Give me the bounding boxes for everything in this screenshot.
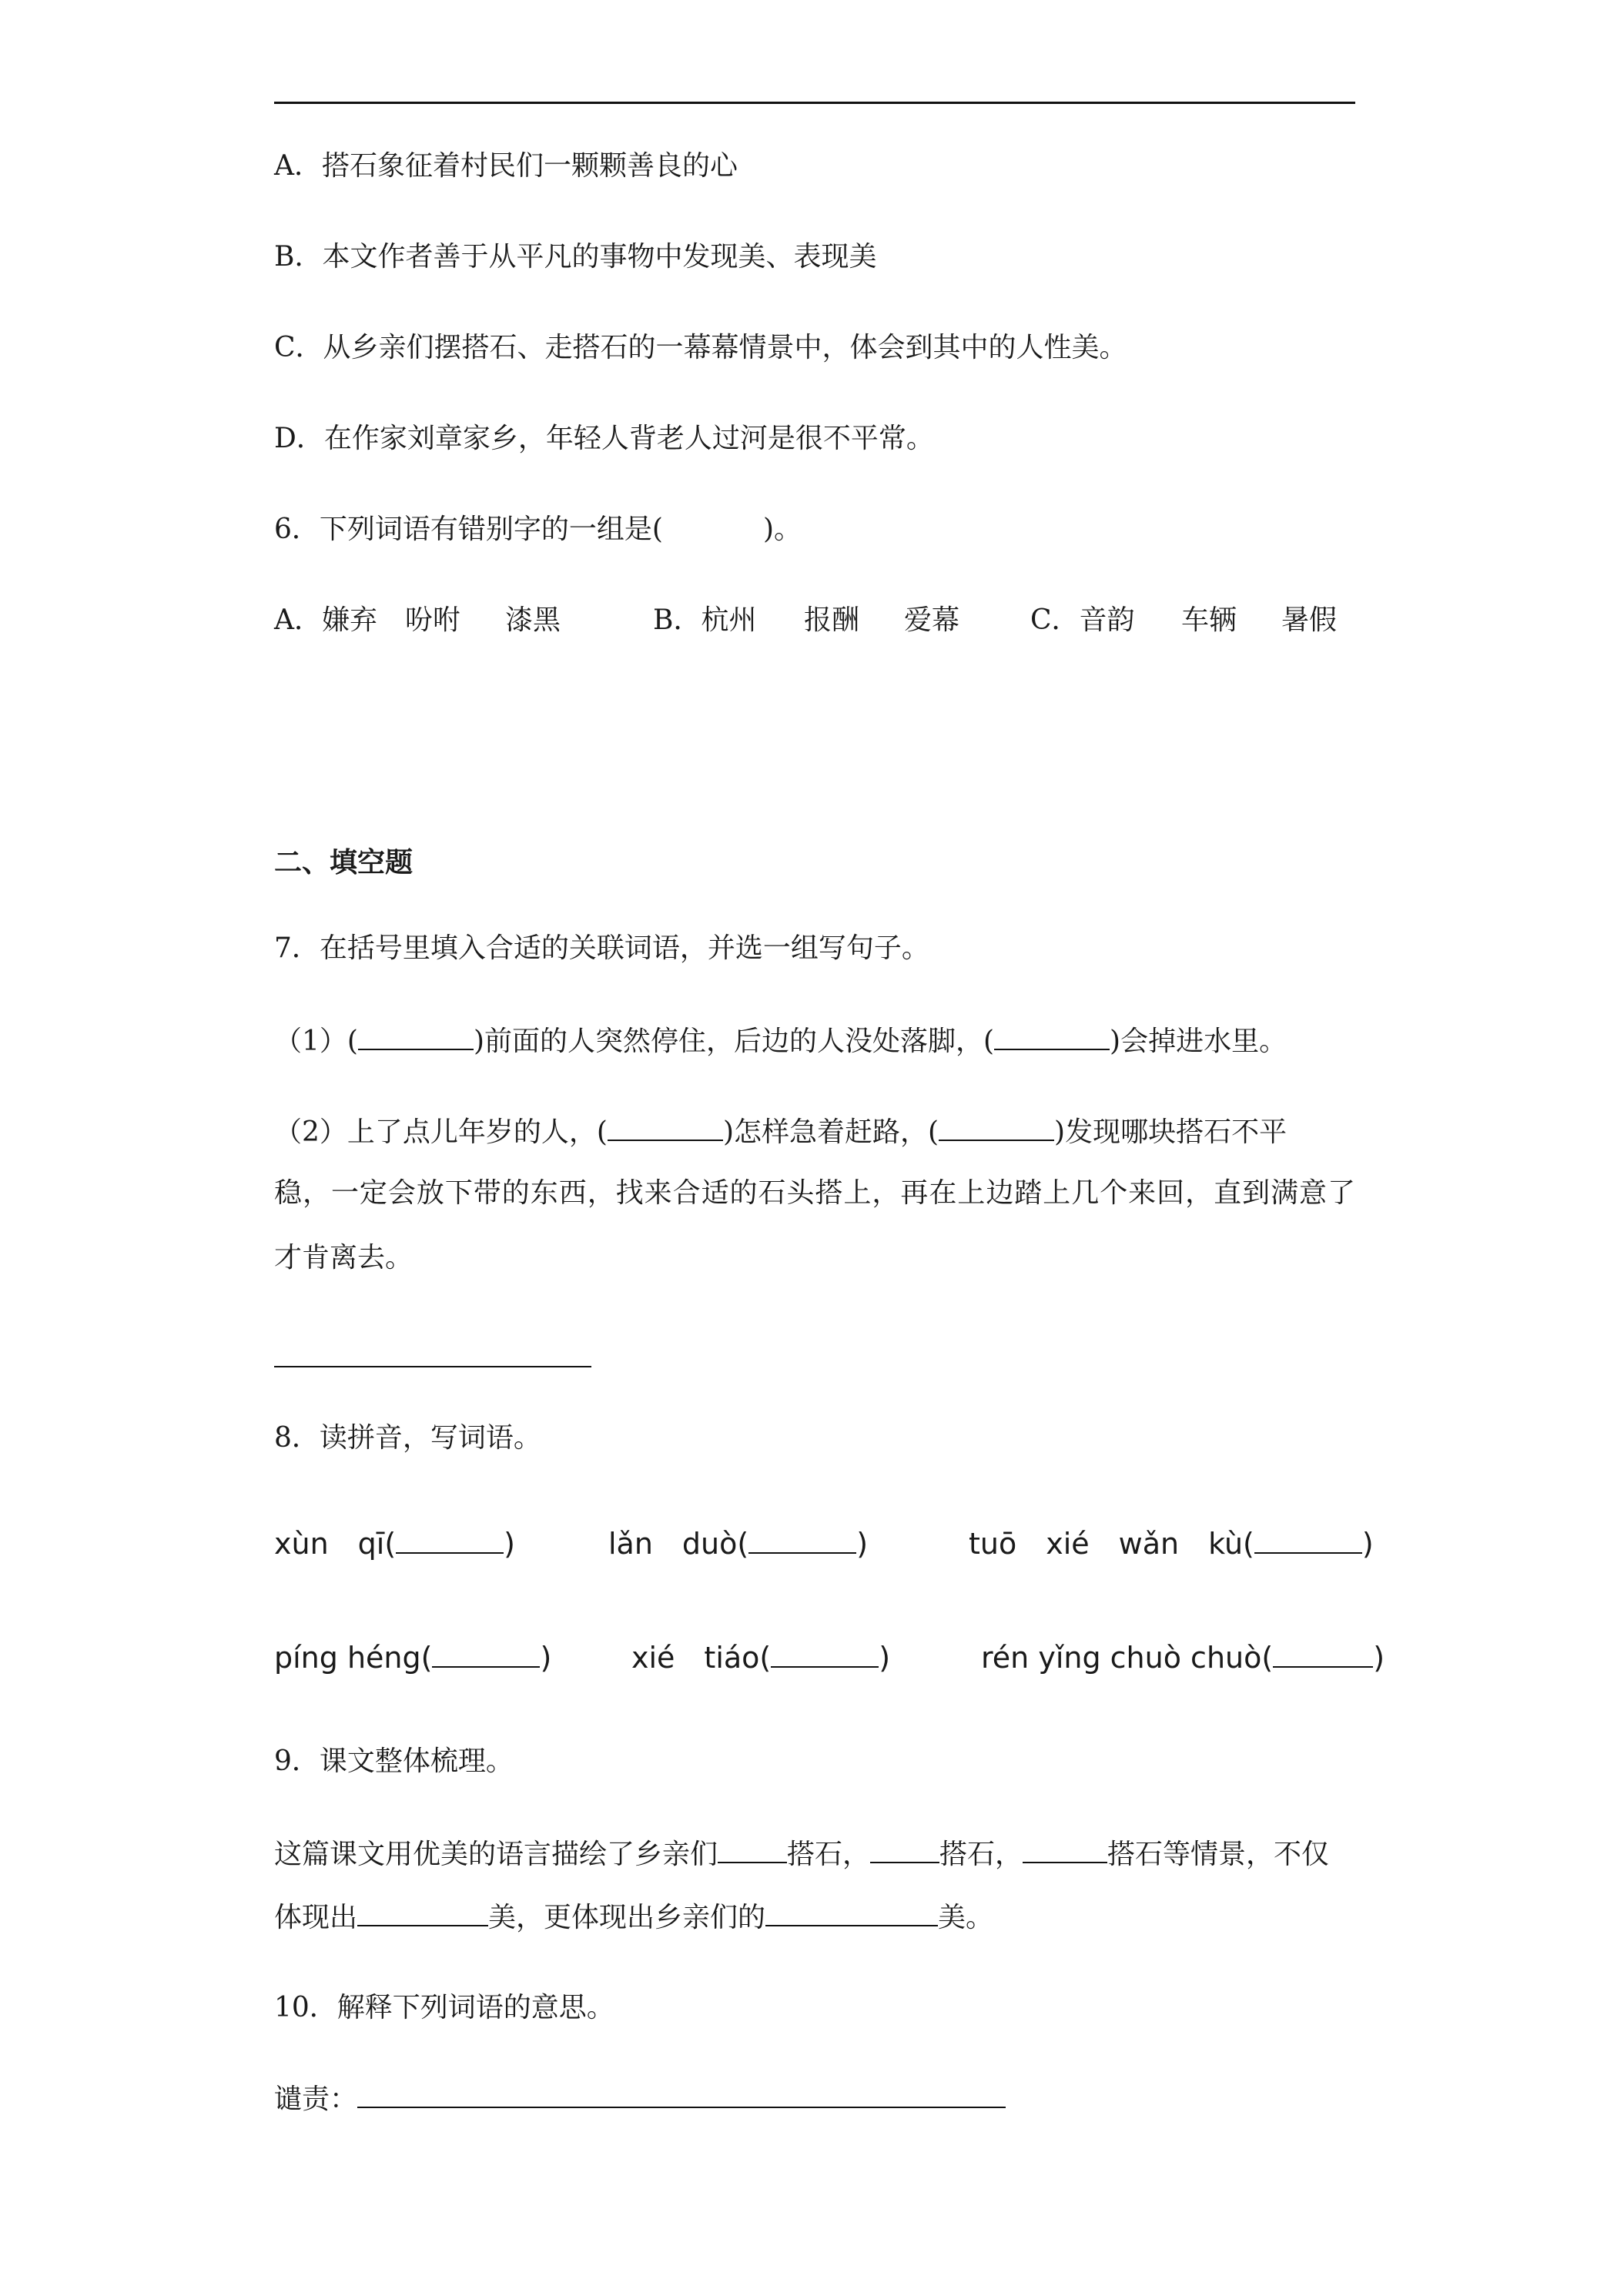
q7-stem: 7．在括号里填入合适的关联词语，并选一组写句子。 — [274, 932, 929, 964]
q7-blank-3[interactable] — [608, 1113, 723, 1141]
q6-c-word3: 暑假 — [1281, 604, 1338, 636]
pinyin-item: lǎn duò( ) — [608, 1527, 869, 1561]
header-rule — [274, 102, 1355, 104]
q6-c-word2: 车辆 — [1181, 604, 1237, 636]
q9-blank-1[interactable] — [718, 1836, 787, 1863]
q7-blank-1[interactable] — [358, 1022, 474, 1050]
pinyin-answer-blank[interactable] — [1273, 1640, 1373, 1668]
q9-blank-4[interactable] — [357, 1899, 488, 1926]
pinyin-item: tuō xié wǎn kù( ) — [969, 1527, 1374, 1561]
q9-blank-5[interactable] — [765, 1899, 938, 1926]
q10-answer-line[interactable] — [357, 2080, 1006, 2108]
q9-blank-3[interactable] — [1023, 1836, 1107, 1863]
q7-sentence-2-line2: 稳，一定会放下带的东西，找来合适的石头搭上，再在上边踏上几个来回，直到满意了 — [274, 1177, 1355, 1209]
pinyin-item: xùn qī( ) — [274, 1527, 515, 1561]
q5-option-d: D．在作家刘章家乡，年轻人背老人过河是很不平常。 — [274, 423, 934, 454]
q6-b-word1: B．杭州 — [653, 604, 757, 636]
q8-stem: 8．读拼音，写词语。 — [274, 1422, 541, 1454]
q6-b-word3: 爱幕 — [904, 604, 960, 636]
pinyin-item: píng héng( ) — [274, 1641, 552, 1675]
pinyin-item: rén yǐng chuò chuò( ) — [981, 1641, 1385, 1675]
q10-term: 谴责： — [274, 2080, 1006, 2117]
pinyin-answer-blank[interactable] — [771, 1640, 879, 1668]
q9-stem: 9．课文整体梳理。 — [274, 1745, 514, 1777]
q7-answer-line[interactable] — [274, 1366, 591, 1367]
q6-b-word2: 报酬 — [804, 604, 860, 636]
q7-sentence-2: （2）上了点儿年岁的人，( )怎样急着赶路，( )发现哪块搭石不平 — [274, 1113, 1287, 1150]
q6-c-word1: C．音韵 — [1030, 604, 1135, 636]
pinyin-item: xié tiáo( ) — [631, 1641, 891, 1675]
section-title: 二、填空题 — [274, 846, 414, 879]
q7-sentence-2-line3: 才肯离去。 — [274, 1242, 414, 1274]
q6-options — [274, 604, 1337, 638]
q9-line-1: 这篇课文用优美的语言描绘了乡亲们 搭石， 搭石， 搭石等情景，不仅 — [274, 1836, 1329, 1872]
q5-option-b: B．本文作者善于从平凡的事物中发现美、表现美 — [274, 241, 877, 273]
q10-stem: 10．解释下列词语的意思。 — [274, 1992, 614, 2023]
q7-sentence-1: （1）( )前面的人突然停住，后边的人没处落脚，( )会掉进水里。 — [274, 1022, 1287, 1059]
q9-line-2: 体现出 美，更体现出乡亲们的 美。 — [274, 1899, 993, 1935]
q5-option-c: C．从乡亲们摆搭石、走搭石的一幕幕情景中，体会到其中的人性美。 — [274, 332, 1127, 363]
q6-a-word3: 漆黑 — [505, 604, 561, 636]
q6-a-word1: A．嫌弃 — [274, 604, 377, 636]
pinyin-answer-blank[interactable] — [396, 1526, 504, 1554]
pinyin-answer-blank[interactable] — [432, 1640, 540, 1668]
q7-blank-4[interactable] — [939, 1113, 1054, 1141]
q5-option-a: A．搭石象征着村民们一颗颗善良的心 — [274, 150, 738, 182]
q9-blank-2[interactable] — [870, 1836, 939, 1863]
pinyin-answer-blank[interactable] — [748, 1526, 856, 1554]
q6-a-word2: 吩咐 — [405, 604, 461, 636]
q6-stem: 6．下列词语有错别字的一组是( )。 — [274, 514, 802, 545]
q7-blank-2[interactable] — [994, 1022, 1110, 1050]
pinyin-answer-blank[interactable] — [1254, 1526, 1362, 1554]
